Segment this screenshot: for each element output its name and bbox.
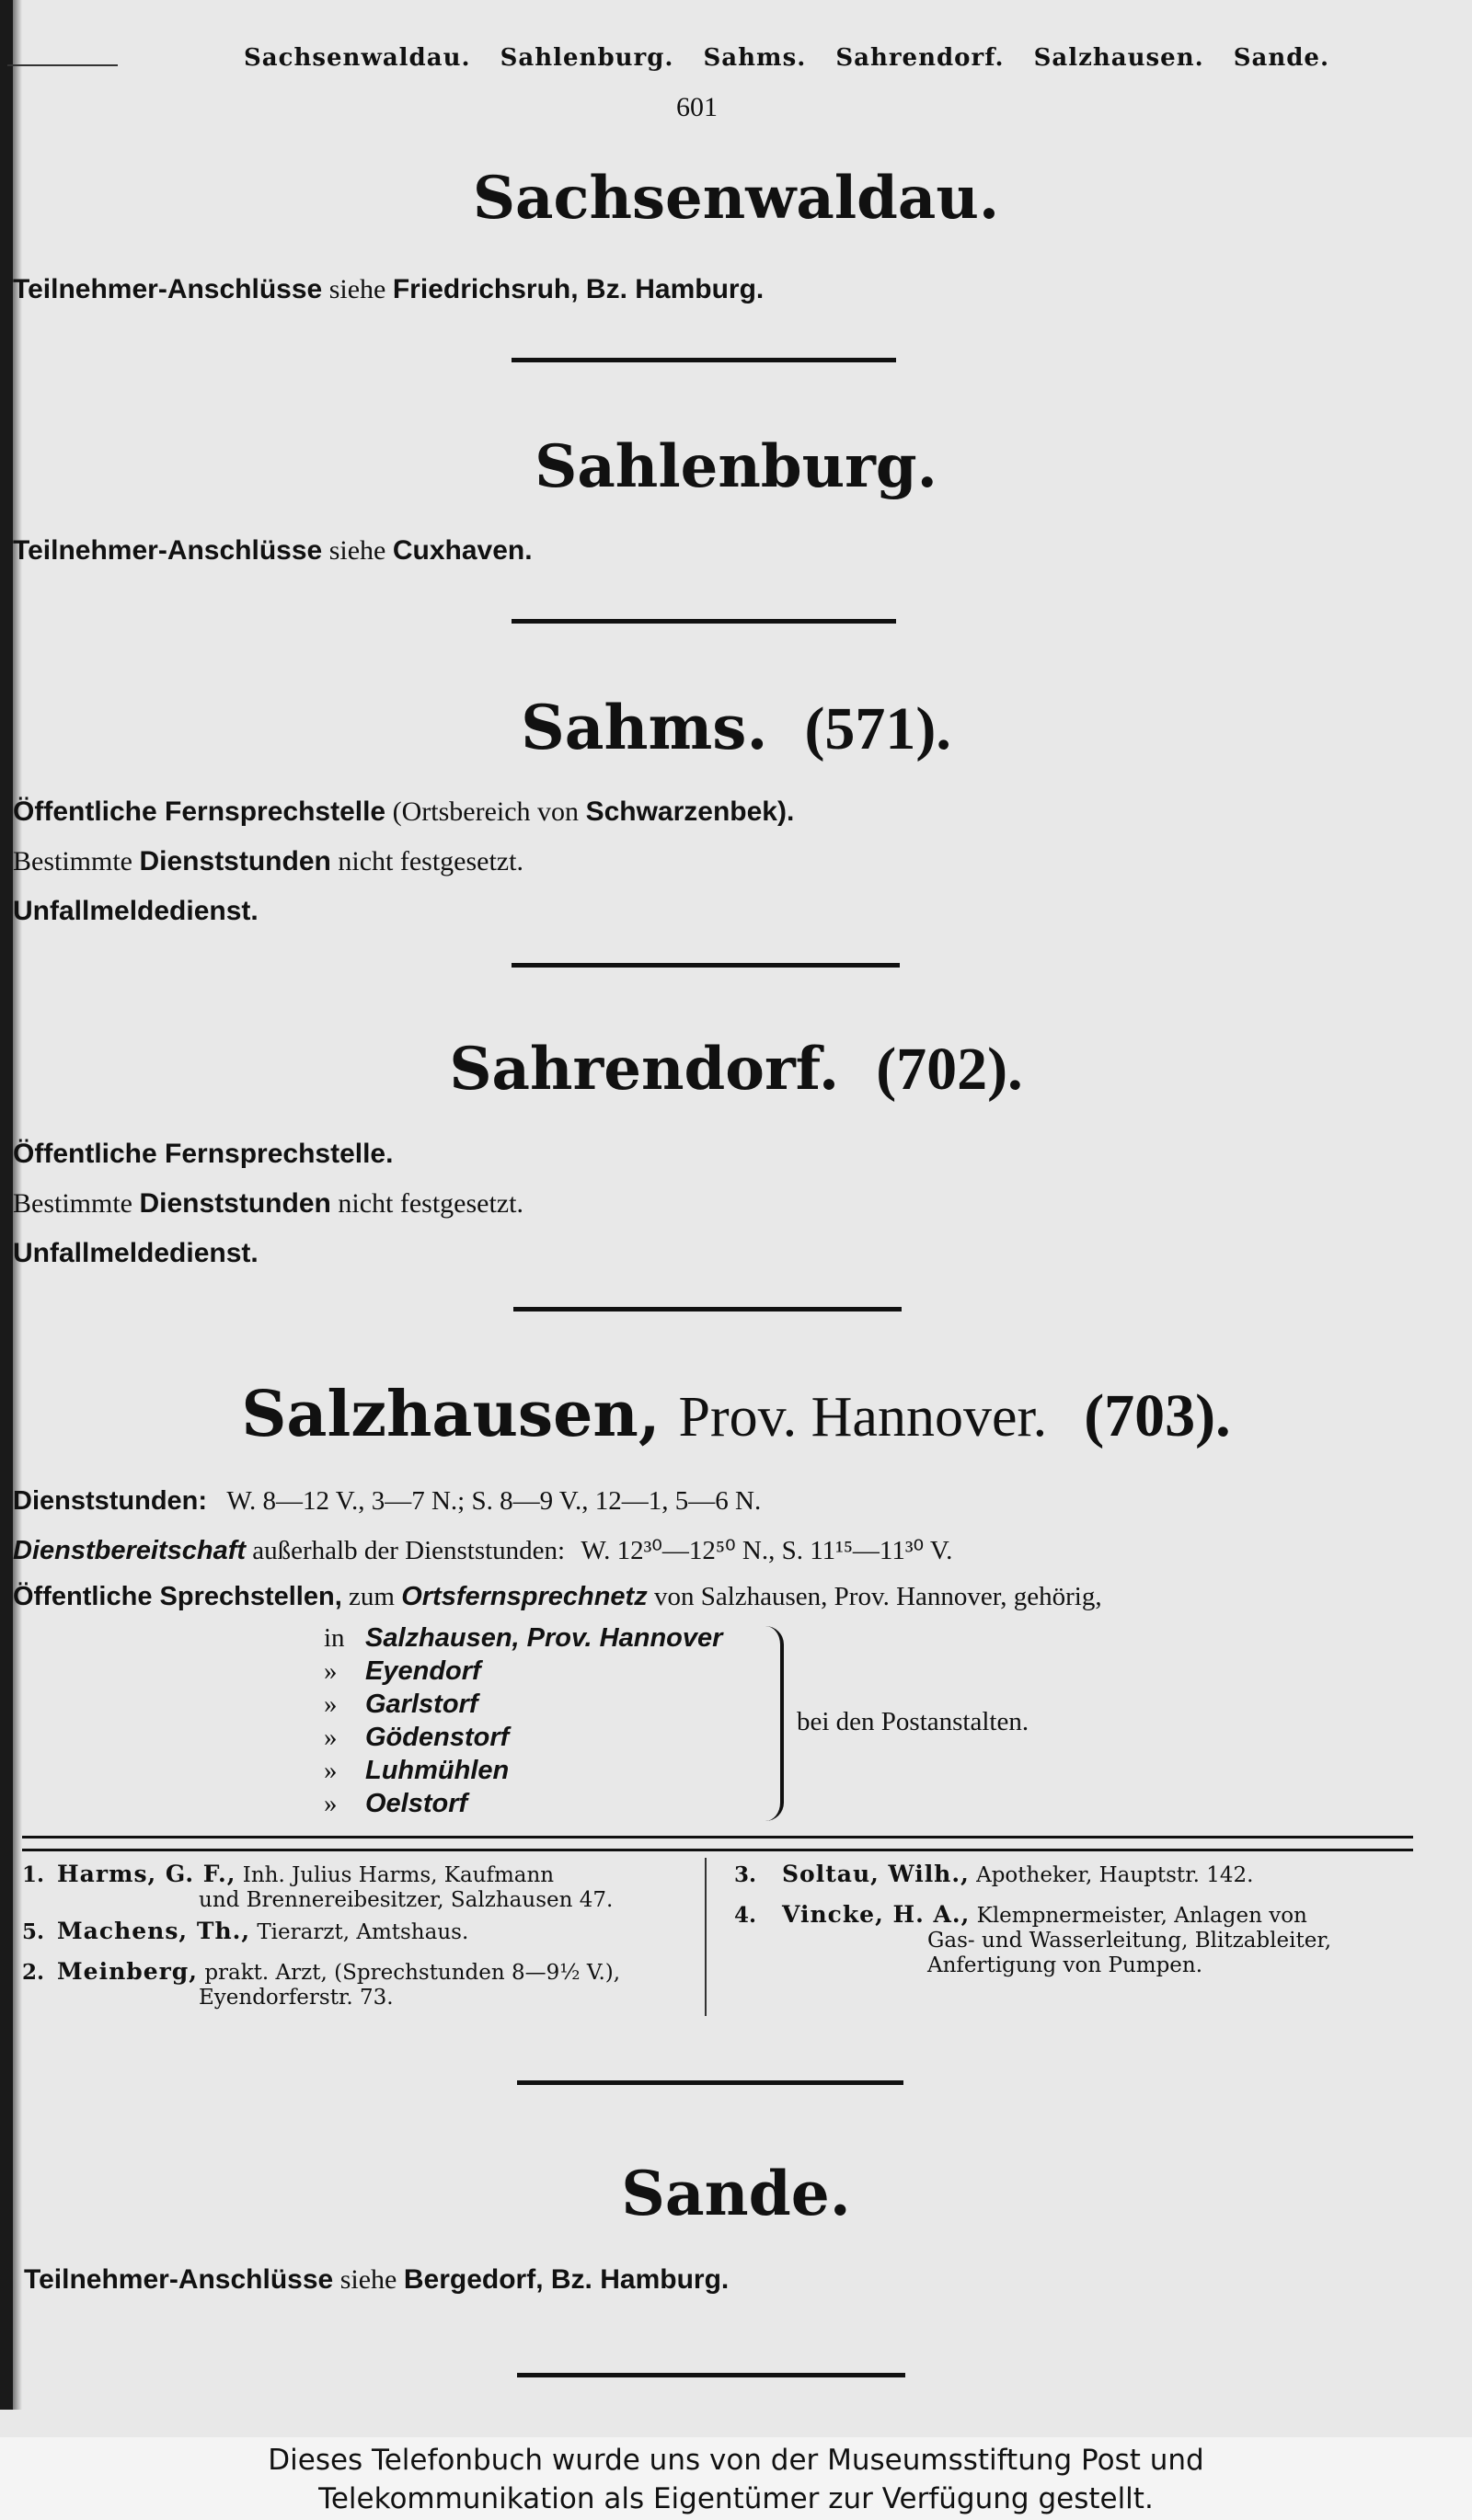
section-title: Sahrendorf. <box>449 1035 840 1104</box>
sahms-line-2 <box>13 846 523 877</box>
label: Dienststunden <box>139 1188 331 1219</box>
text: (Ortsbereich von <box>392 796 580 827</box>
text: siehe <box>328 535 386 566</box>
section-divider <box>517 2080 903 2085</box>
text: siehe <box>339 2264 397 2295</box>
place-name: Gödenstorf <box>365 1723 510 1752</box>
entry-number: 5. <box>22 1919 45 1944</box>
header-dash <box>7 64 118 66</box>
page-number: 601 <box>676 92 718 122</box>
text: Ortsfernsprechnetz <box>401 1582 648 1611</box>
label: Öffentliche Fernsprechstelle. <box>13 1139 394 1169</box>
curly-brace <box>765 1626 784 1821</box>
text: von Salzhausen, Prov. Hannover, gehörig, <box>653 1582 1102 1611</box>
subscriber-entry <box>734 1861 1253 1888</box>
text: siehe <box>328 274 386 304</box>
places-note: bei den Postanstalten. <box>797 1707 1029 1736</box>
subscriber-name: Machens, Th., <box>57 1918 251 1944</box>
section-title: Sachsenwaldau. <box>472 164 1000 233</box>
subscriber-entry <box>22 1919 468 1945</box>
label: Dienststunden <box>139 846 331 876</box>
column-divider <box>705 1858 707 2016</box>
section-title: Salzhausen, <box>241 1378 661 1451</box>
section-title-sachsenwaldau <box>0 164 1472 233</box>
section-title-sahrendorf <box>0 1035 1472 1105</box>
running-title: Sahlenburg. <box>500 44 674 72</box>
footer-line: Dieses Telefonbuch wurde uns von der Museumsstiftung Post und <box>268 2444 1204 2477</box>
prefix: in <box>324 1623 345 1653</box>
exchange-number: (702). <box>876 1036 1023 1103</box>
subscriber-name: Harms, G. F., <box>57 1861 236 1887</box>
list-item <box>324 1655 722 1688</box>
list-item <box>324 1721 722 1754</box>
salzhausen-standby <box>13 1534 952 1566</box>
subscriber-details-cont: Eyendorferstr. 73. <box>199 1986 394 2010</box>
section-divider <box>512 963 900 968</box>
label: Teilnehmer-Anschlüsse <box>24 2264 334 2295</box>
label: Öffentliche Fernsprechstelle <box>13 796 386 827</box>
subscriber-details: Apotheker, Hauptstr. 142. <box>976 1863 1254 1887</box>
place-name: Salzhausen, Prov. Hannover <box>365 1623 723 1653</box>
sahms-line-1 <box>13 796 794 828</box>
salzhausen-hours <box>13 1486 761 1517</box>
entry-number: 3. <box>734 1862 757 1887</box>
text: außerhalb der Dienststunden: <box>252 1536 566 1565</box>
footer-line: Telekommunikation als Eigentümer zur Verfügung gestellt. <box>318 2482 1154 2515</box>
prefix: » <box>324 1723 338 1752</box>
text: Bestimmte <box>13 846 132 876</box>
label: Unfallmeldedienst. <box>13 896 259 926</box>
list-item <box>324 1688 722 1721</box>
text: W. 8—12 V., 3—7 N.; S. 8—9 V., 12—1, 5—6 N. <box>226 1486 762 1516</box>
section-title: Sande. <box>621 2158 851 2229</box>
subscriber-details: Klempnermeister, Anlagen von <box>976 1904 1307 1928</box>
place-name: Eyendorf <box>365 1656 481 1686</box>
double-rule <box>22 1836 1413 1851</box>
label: Dienstbereitschaft <box>13 1536 247 1565</box>
section-title-sahlenburg <box>0 432 1472 501</box>
running-title: Sande. <box>1233 44 1330 72</box>
running-title: Salzhausen. <box>1033 44 1204 72</box>
subscriber-entry <box>734 1902 1331 1978</box>
label: Teilnehmer-Anschlüsse <box>13 274 323 304</box>
sahrendorf-line-2 <box>13 1188 523 1220</box>
section-divider <box>512 358 896 362</box>
subscriber-details-cont: und Brennereibesitzer, Salzhausen 47. <box>199 1888 614 1912</box>
running-title: Sahms. <box>703 44 807 72</box>
text: Schwarzenbek). <box>585 796 795 827</box>
exchange-number: (703). <box>1084 1382 1231 1449</box>
sachsenwaldau-line <box>13 274 764 305</box>
running-title: Sahrendorf. <box>835 44 1005 72</box>
list-item <box>324 1787 722 1820</box>
subscriber-entry <box>22 1861 613 1913</box>
section-subtitle: Prov. Hannover. <box>678 1386 1048 1449</box>
section-divider <box>512 619 896 624</box>
place-name: Luhmühlen <box>365 1756 510 1785</box>
label: Unfallmeldedienst. <box>13 1238 259 1268</box>
subscriber-name: Vincke, H. A., <box>782 1901 971 1928</box>
public-stations-list <box>324 1621 722 1820</box>
subscriber-entry <box>22 1959 620 2010</box>
section-title-sande <box>0 2158 1472 2229</box>
running-title: Sachsenwaldau. <box>244 44 471 72</box>
entry-number: 4. <box>734 1903 757 1928</box>
text: W. 12³⁰—12⁵⁰ N., S. 11¹⁵—11³⁰ V. <box>581 1536 953 1565</box>
attribution-footer <box>0 2437 1472 2520</box>
section-divider <box>513 1307 902 1312</box>
subscriber-details-cont: Gas- und Wasserleitung, Blitzableiter, <box>927 1929 1332 1953</box>
subscriber-details: Inh. Julius Harms, Kaufmann <box>242 1863 555 1887</box>
label: Öffentliche Sprechstellen, <box>13 1582 342 1611</box>
text: Bestimmte <box>13 1188 132 1219</box>
sahrendorf-line-3 <box>13 1238 259 1269</box>
section-divider <box>517 2373 905 2377</box>
section-title: Sahms. <box>521 692 768 763</box>
subscriber-details: Tierarzt, Amtshaus. <box>257 1920 469 1944</box>
reference-link: Bergedorf, Bz. Hamburg. <box>403 2264 730 2295</box>
running-header <box>244 44 1421 72</box>
subscriber-name: Soltau, Wilh., <box>782 1861 970 1887</box>
sahms-line-3 <box>13 896 259 927</box>
scan-edge <box>0 0 13 2410</box>
section-title: Sahlenburg. <box>535 432 937 501</box>
sahrendorf-line-1 <box>13 1139 393 1170</box>
list-item <box>324 1754 722 1787</box>
entry-number: 2. <box>22 1960 45 1985</box>
place-name: Oelstorf <box>365 1789 468 1818</box>
prefix: » <box>324 1756 338 1785</box>
subscriber-details: prakt. Arzt, (Sprechstunden 8—9½ V.), <box>204 1961 621 1985</box>
prefix: » <box>324 1789 338 1818</box>
subscriber-name: Meinberg, <box>57 1958 198 1985</box>
reference-link: Friedrichsruh, Bz. Hamburg. <box>392 274 765 304</box>
text: nicht festgesetzt. <box>338 1188 523 1219</box>
entry-number: 1. <box>22 1862 45 1887</box>
label: Teilnehmer-Anschlüsse <box>13 535 323 566</box>
prefix: » <box>324 1656 338 1686</box>
subscriber-details-cont: Anfertigung von Pumpen. <box>927 1953 1203 1977</box>
section-title-salzhausen <box>0 1378 1472 1451</box>
list-item <box>324 1621 722 1655</box>
salzhausen-public <box>13 1582 1102 1612</box>
exchange-number: (571). <box>804 695 951 762</box>
text: nicht festgesetzt. <box>338 846 523 876</box>
sande-line <box>24 2264 729 2296</box>
prefix: » <box>324 1690 338 1719</box>
label: Dienststunden: <box>13 1486 208 1516</box>
text: zum <box>349 1582 395 1611</box>
place-name: Garlstorf <box>365 1690 478 1719</box>
reference-link: Cuxhaven. <box>392 535 533 566</box>
sahlenburg-line <box>13 535 533 567</box>
section-title-sahms <box>0 692 1472 764</box>
